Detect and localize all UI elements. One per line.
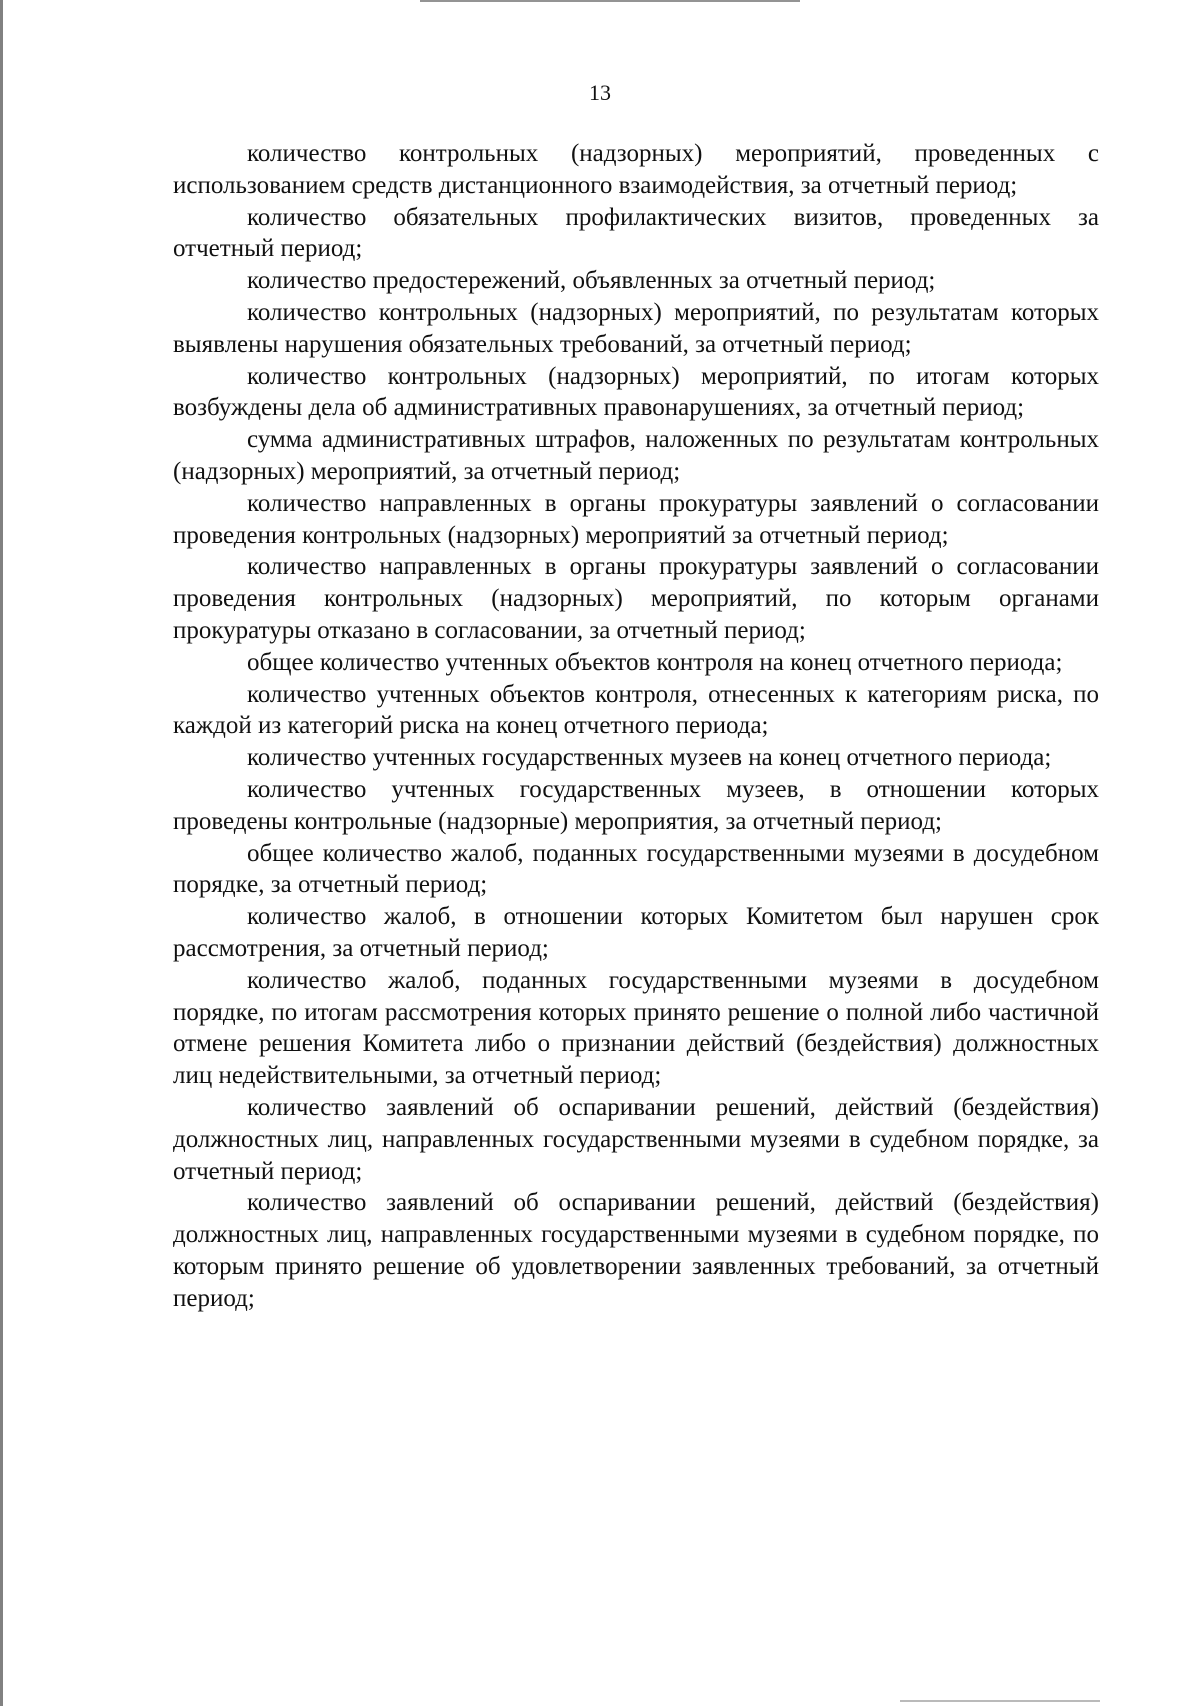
paragraph: количество контрольных (надзорных) мероприятий, по результатам которых выявлены нарушения обязательных требований, за отчетный период;	[173, 298, 1099, 358]
paragraph: количество контрольных (надзорных) мероприятий, по итогам которых возбуждены дела об административных правонарушениях, за отчетный период;	[173, 362, 1099, 422]
paragraph: сумма административных штрафов, наложенных по результатам контрольных (надзорных) мероприятий, за отчетный период;	[173, 426, 1099, 485]
scan-edge-top	[420, 0, 800, 2]
scan-edge-bottom	[900, 1700, 1100, 1702]
paragraph: общее количество жалоб, поданных государственными музеями в досудебном порядке, за отчетный период;	[173, 839, 1099, 899]
document-body	[173, 138, 1099, 1314]
paragraph: количество учтенных объектов контроля, отнесенных к категориям риска, по каждой из категорий риска на конец отчетного периода;	[173, 680, 1099, 740]
paragraph: количество направленных в органы прокуратуры заявлений о согласовании проведения контрольных (надзорных) мероприятий за отчетный период;	[173, 489, 1099, 549]
paragraph: количество контрольных (надзорных) мероприятий, проведенных с использованием средств дистанционного взаимодействия, за отчетный период;	[173, 140, 1099, 199]
paragraph: количество учтенных государственных музеев, в отношении которых проведены контрольные (надзорные) мероприятия, за отчетный период;	[173, 775, 1099, 835]
paragraph: количество заявлений об оспаривании решений, действий (бездействия) должностных лиц, направленных государственными музеями в судебном порядке, по которым принято решение об удовлетворении заявленных требований, за отчетный период;	[173, 1189, 1099, 1312]
paragraph: количество обязательных профилактических визитов, проведенных за отчетный период;	[173, 203, 1099, 263]
scan-edge-left	[0, 0, 3, 1706]
paragraph: количество жалоб, в отношении которых Комитетом был нарушен срок рассмотрения, за отчетный период;	[173, 903, 1099, 962]
paragraph: количество жалоб, поданных государственными музеями в досудебном порядке, по итогам рассмотрения которых принято решение о полной либо частичной отмене решения Комитета либо о признании действий (бездействия) должностных лиц недействительными, за отчетный период;	[173, 966, 1099, 1090]
paragraph: количество заявлений об оспаривании решений, действий (бездействия) должностных лиц, направленных государственными музеями в судебном порядке, за отчетный период;	[173, 1093, 1099, 1185]
paragraph: количество направленных в органы прокуратуры заявлений о согласовании проведения контрольных (надзорных) мероприятий, по которым органами прокуратуры отказано в согласовании, за отчетный период;	[173, 553, 1099, 644]
page-number: 13	[589, 80, 611, 105]
paragraph: количество учтенных государственных музеев на конец отчетного периода;	[247, 744, 1052, 772]
paragraph: количество предостережений, объявленных за отчетный период;	[247, 267, 936, 295]
paragraph: общее количество учтенных объектов контроля на конец отчетного периода;	[247, 648, 1063, 676]
